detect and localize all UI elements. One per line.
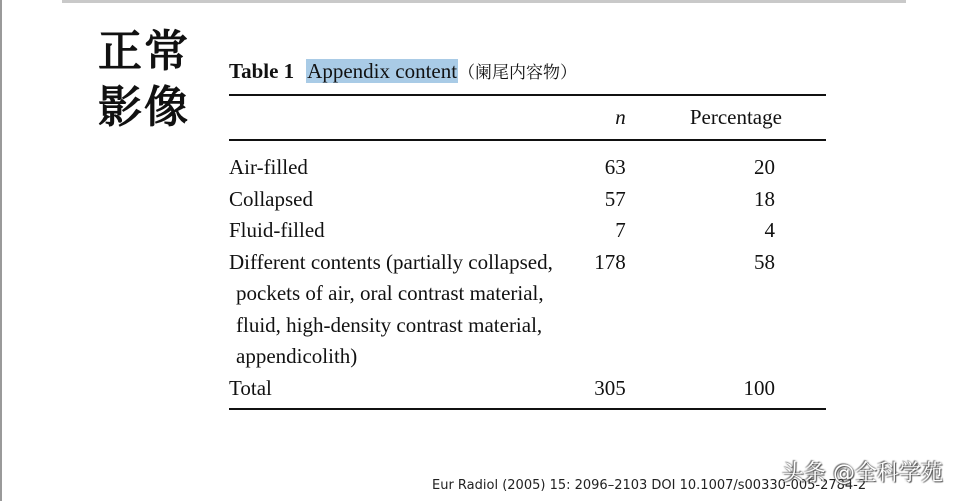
row-label [229,247,566,373]
table-row [229,152,826,184]
row-n: 305 [594,375,626,400]
table-caption [229,58,577,84]
row-percentage: 58 [754,249,775,274]
table-header-row [229,100,826,134]
row-percentage: 4 [764,218,775,242]
appendix-content-table [229,100,826,404]
table-caption-title: Appendix content [307,59,458,83]
row-n: 178 [594,249,626,274]
row-label-line: Air-filled [229,155,308,179]
row-n: 63 [604,155,626,179]
table-caption-translation: （阑尾内容物） [458,63,578,83]
watermark: 头条 @全科学苑 [782,461,943,486]
row-label-line: Fluid-filled [229,218,325,242]
left-edge-border [0,0,2,501]
slide-title-line: 影像 [98,82,190,133]
table-bottom-rule [229,408,826,410]
row-label [229,152,566,184]
table-row [229,247,826,373]
row-n: 57 [604,186,626,211]
table-row-total [229,373,826,405]
row-label-line: appendicolith) [236,344,358,368]
slide-title [98,24,208,136]
row-n: 7 [615,218,626,242]
row-label [229,184,566,216]
header-n: n [615,105,626,129]
header-label [229,100,566,134]
table-top-rule [229,94,826,96]
top-divider [62,0,906,3]
header-percentage: Percentage [689,105,782,129]
row-label [229,373,566,405]
row-label [229,215,566,247]
row-percentage: 18 [754,186,775,211]
slide-title-line: 正常 [98,26,190,77]
row-label-line: Collapsed [229,186,313,211]
row-label-line: pockets of air, oral contrast material, [236,281,544,305]
header-spacer [229,134,826,152]
row-label-line: Total [229,375,272,400]
citation: Eur Radiol (2005) 15: 2096–2103 DOI 10.1007/s00330-005-2784-2 [432,478,867,493]
row-percentage: 20 [754,155,775,179]
table-caption-label: Table 1 [229,59,295,83]
row-label-line: fluid, high-density contrast material, [236,312,543,337]
table-row [229,215,826,247]
row-label-line: Different contents (partially collapsed, [229,249,553,274]
row-percentage: 100 [743,375,775,400]
table-row [229,184,826,216]
